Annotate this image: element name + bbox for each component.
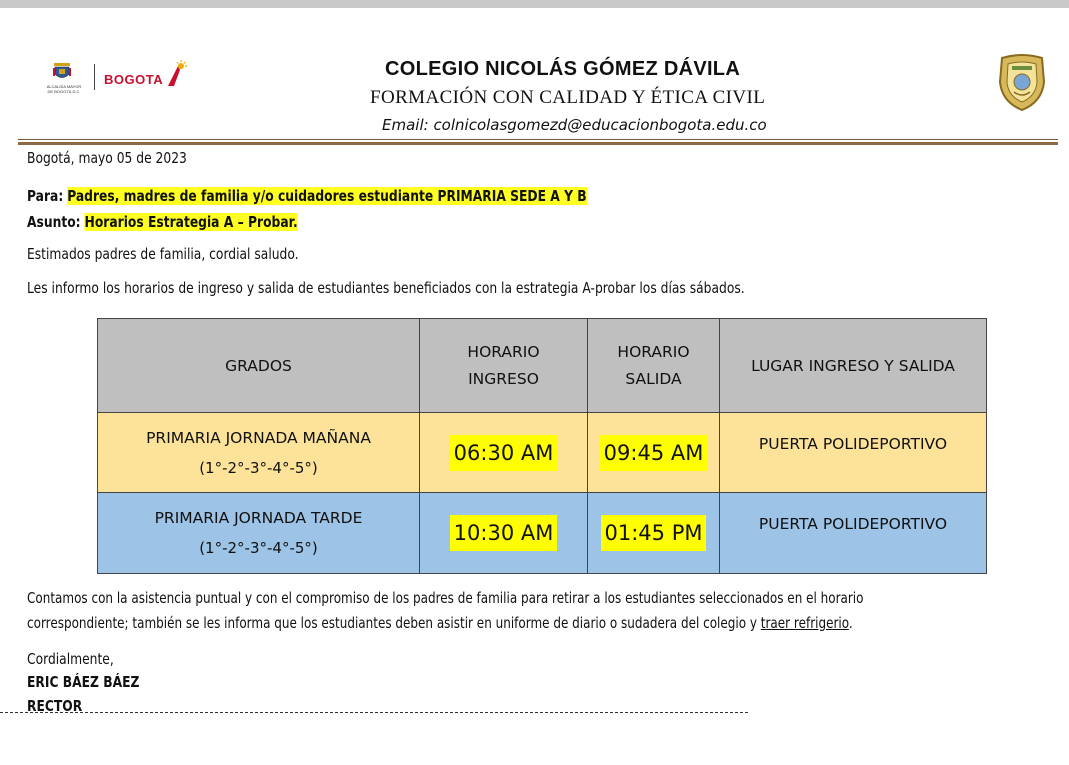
school-crest-icon [994, 52, 1050, 112]
para-recipients: Padres, madres de familia y/o cuidadores estudiante PRIMARIA SEDE A Y B [67, 187, 587, 205]
header-ingreso [419, 318, 588, 413]
closing-period: . [848, 614, 853, 632]
top-edge-bar [0, 0, 1069, 8]
table-row-morning-lugar [719, 412, 987, 493]
header-grados-label: GRADOS [225, 356, 292, 375]
alcaldia-caption: ALCALDÍA MAYOR DE BOGOTÁ D.C. [46, 84, 82, 94]
header-rule-thin [18, 139, 1058, 140]
afternoon-ingreso-time: 10:30 AM [450, 515, 558, 551]
morning-levels: (1°-2°-3°-4°-5°) [199, 458, 318, 477]
table-row-afternoon-grade [97, 492, 420, 574]
afternoon-grade-label: PRIMARIA JORNADA TARDE [154, 509, 363, 527]
morning-grade-label: PRIMARIA JORNADA MAÑANA [146, 428, 371, 447]
sign-off: Cordialmente, [27, 650, 114, 668]
afternoon-lugar: PUERTA POLIDEPORTIVO [758, 515, 948, 533]
morning-lugar: PUERTA POLIDEPORTIVO [758, 435, 948, 453]
closing-line-1: Contamos con la asistencia puntual y con el compromiso de los padres de familia para retirar a los estudiantes seleccionados en el horario [27, 589, 864, 607]
school-motto: FORMACIÓN CON CALIDAD Y ÉTICA CIVIL [370, 87, 766, 108]
greeting-text: Estimados padres de familia, cordial saludo. [27, 245, 299, 263]
bogota-wordmark: BOGOTA [104, 72, 164, 87]
para-line [27, 187, 587, 205]
header-salida-line1: HORARIO [617, 342, 690, 361]
table-row-afternoon-lugar [719, 492, 987, 574]
signer-name [27, 673, 139, 691]
logo-divider [94, 64, 95, 90]
schedule-table [97, 318, 987, 574]
letter-date: Bogotá, mayo 05 de 2023 [27, 149, 187, 167]
intro-text: Les informo los horarios de ingreso y salida de estudiantes beneficiados con la estrategia A-probar los días sábados. [27, 279, 745, 297]
asunto-label: Asunto: [27, 213, 81, 231]
closing-refrigerio: traer refrigerio [760, 614, 849, 632]
header-lugar-label: LUGAR INGRESO Y SALIDA [751, 356, 955, 375]
table-row-morning-grade [97, 412, 420, 493]
afternoon-levels: (1°-2°-3°-4°-5°) [199, 539, 318, 557]
morning-salida-time: 09:45 AM [600, 435, 708, 471]
signer-role-text: RECTOR [27, 697, 83, 715]
header-lugar [719, 318, 987, 413]
closing-line-2-text: correspondiente; también se les informa que los estudiantes deben asistir en uniforme de diario o sudadera del colegio y [27, 614, 761, 632]
morning-ingreso-time: 06:30 AM [450, 435, 558, 471]
school-name: COLEGIO NICOLÁS GÓMEZ DÁVILA [385, 58, 741, 80]
alcaldia-logo [44, 58, 194, 98]
table-row-afternoon-salida [587, 492, 720, 574]
table-row-morning-salida [587, 412, 720, 493]
table-row-afternoon-ingreso [419, 492, 588, 574]
signature-dashed-line [0, 712, 748, 713]
header-ingreso-line1: HORARIO [467, 342, 540, 361]
school-email: Email: colnicolasgomezd@educacionbogota.edu.co [382, 116, 767, 134]
asunto-line [27, 213, 298, 231]
bogota-star-icon [166, 60, 188, 88]
signer-name-text: ERIC BÁEZ BÁEZ [27, 673, 140, 691]
header-salida-line2: SALIDA [625, 369, 682, 388]
header-ingreso-line2: INGRESO [468, 369, 539, 388]
table-row-morning-ingreso [419, 412, 588, 493]
closing-line-2 [27, 614, 853, 632]
header-grados [97, 318, 420, 413]
asunto-subject: Horarios Estrategia A – Probar. [84, 213, 298, 231]
header-rule-thick [18, 142, 1058, 145]
afternoon-salida-time: 01:45 PM [601, 515, 707, 551]
bogota-crest-icon [52, 62, 72, 82]
para-label: Para: [27, 187, 64, 205]
header-salida [587, 318, 720, 413]
